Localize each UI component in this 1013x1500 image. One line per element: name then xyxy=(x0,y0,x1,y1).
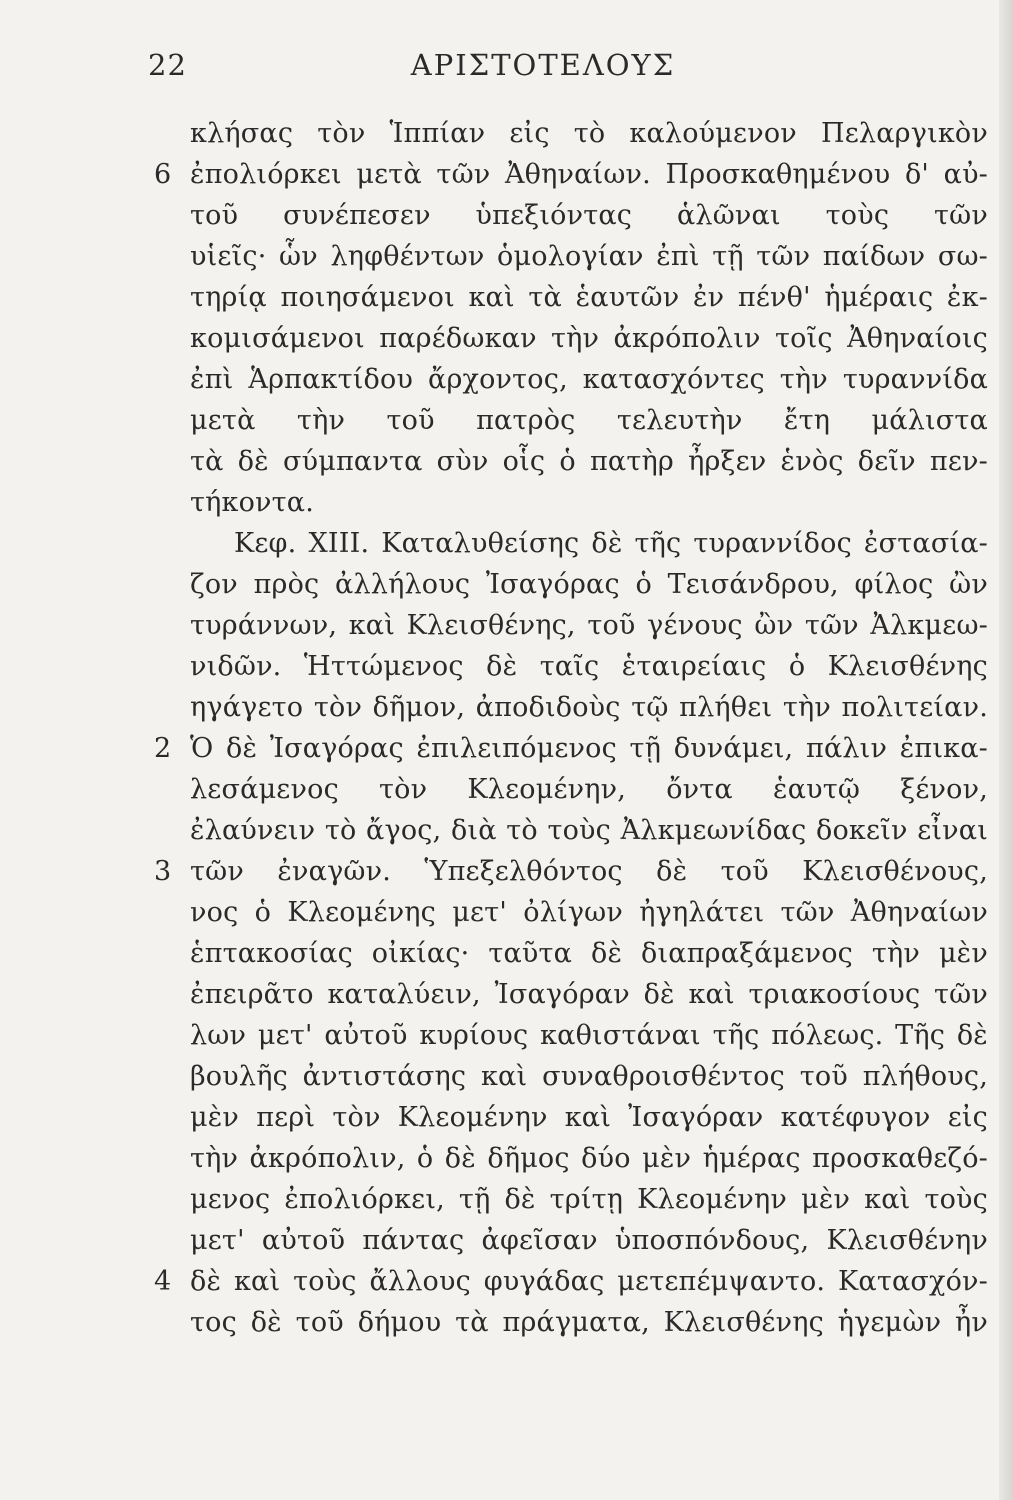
text-line xyxy=(154,728,988,769)
text-line xyxy=(190,523,988,564)
line-text: κομισάμενοι παρέδωκαν τὴν ἀκρόπολιν τοῖς Ἀθηναίοις xyxy=(190,323,988,354)
text-line xyxy=(190,195,988,236)
line-text: Ὁ δὲ Ἰσαγόρας ἐπιλειπόμενος τῇ δυνάμει, πάλιν ἐπικα- xyxy=(190,733,988,764)
page-header xyxy=(148,42,938,88)
margin-section-number: 2 xyxy=(154,733,172,764)
text-line xyxy=(190,687,988,728)
line-text: τήκοντα. xyxy=(190,487,315,518)
line-text: βουλῆς ἀντιστάσης καὶ συναθροισθέντος τοῦ πλήθους, xyxy=(190,1061,988,1092)
line-text: δὲ καὶ τοὺς ἄλλους φυγάδας μετεπέμψαντο. Κατασχόν- xyxy=(190,1266,988,1297)
text-line xyxy=(190,318,988,359)
margin-section-number: 4 xyxy=(154,1266,172,1297)
text-line xyxy=(190,482,988,523)
line-text: λων μετ' αὐτοῦ κυρίους καθιστάναι τῆς πόλεως. Τῆς δὲ xyxy=(190,1020,988,1051)
line-text: τὰ δὲ σύμπαντα σὺν οἷς ὁ πατὴρ ἦρξεν ἑνὸς δεῖν πεν- xyxy=(190,446,988,477)
text-line xyxy=(190,1015,988,1056)
text-line xyxy=(154,1261,988,1302)
text-line xyxy=(190,564,988,605)
text-line xyxy=(190,1220,988,1261)
line-text: μὲν περὶ τὸν Κλεομένην καὶ Ἰσαγόραν κατέφυγον εἰς xyxy=(190,1102,988,1133)
line-text: ζον πρὸς ἀλλήλους Ἰσαγόρας ὁ Τεισάνδρου, φίλος ὢν xyxy=(190,569,988,600)
line-text: μετ' αὐτοῦ πάντας ἀφεῖσαν ὑποσπόνδους, Κλεισθένην xyxy=(190,1225,988,1256)
line-text: ἑπτακοσίας οἰκίας· ταῦτα δὲ διαπραξάμενος τὴν μὲν xyxy=(190,938,988,969)
line-text: υἱεῖς· ὧν ληφθέντων ὁμολογίαν ἐπὶ τῇ τῶν παίδων σω- xyxy=(190,241,988,272)
page-edge xyxy=(999,0,1013,1500)
text-line xyxy=(190,1138,988,1179)
line-text: νιδῶν. Ἡττώμενος δὲ ταῖς ἑταιρείαις ὁ Κλεισθένης xyxy=(190,651,988,682)
text-line xyxy=(190,1056,988,1097)
line-text: τοῦ συνέπεσεν ὑπεξιόντας ἁλῶναι τοὺς τῶν xyxy=(190,200,988,231)
line-text: μετὰ τὴν τοῦ πατρὸς τελευτὴν ἔτη μάλιστα xyxy=(190,405,988,436)
line-text: ἐλαύνειν τὸ ἄγος, διὰ τὸ τοὺς Ἀλκμεωνίδας δοκεῖν εἶναι xyxy=(190,815,988,846)
text-line xyxy=(190,769,988,810)
text-line xyxy=(154,851,988,892)
text-line xyxy=(190,933,988,974)
line-text: κλήσας τὸν Ἱππίαν εἰς τὸ καλούμενον Πελαργικὸν xyxy=(190,118,988,149)
line-text: τηρίᾳ ποιησάμενοι καὶ τὰ ἑαυτῶν ἐν πένθ' ἡμέραις ἐκ- xyxy=(190,282,988,313)
line-text: ηγάγετο τὸν δῆμον, ἀποδιδοὺς τῷ πλήθει τὴν πολιτείαν. xyxy=(190,692,988,723)
line-text: Κεφ. XIII. Καταλυθείσης δὲ τῆς τυραννίδος ἐστασία- xyxy=(234,528,988,559)
line-text: μενος ἐπολιόρκει, τῇ δὲ τρίτῃ Κλεομένην μὲν καὶ τοὺς xyxy=(190,1184,988,1215)
text-line xyxy=(190,277,988,318)
line-text: τὴν ἀκρόπολιν, ὁ δὲ δῆμος δύο μὲν ἡμέρας προσκαθεζό- xyxy=(190,1143,988,1174)
margin-section-number: 6 xyxy=(154,159,172,190)
text-line xyxy=(190,441,988,482)
running-head: ΑΡΙΣΤΟΤΕΛΟΥΣ xyxy=(410,48,676,82)
body-text xyxy=(154,113,988,1343)
text-line xyxy=(190,400,988,441)
page-number: 22 xyxy=(148,48,187,82)
text-line xyxy=(190,1179,988,1220)
text-line xyxy=(154,154,988,195)
line-text: τος δὲ τοῦ δήμου τὰ πράγματα, Κλεισθένης ἡγεμὼν ἦν xyxy=(190,1307,988,1338)
text-line xyxy=(190,1097,988,1138)
text-line xyxy=(190,236,988,277)
text-line xyxy=(190,892,988,933)
line-text: ἐπειρᾶτο καταλύειν, Ἰσαγόραν δὲ καὶ τριακοσίους τῶν xyxy=(190,979,988,1010)
text-line xyxy=(190,1302,988,1343)
line-text: λεσάμενος τὸν Κλεομένην, ὄντα ἑαυτῷ ξένον, xyxy=(190,774,988,805)
text-line xyxy=(190,359,988,400)
text-line xyxy=(190,646,988,687)
line-text: ἐπὶ Ἁρπακτίδου ἄρχοντος, κατασχόντες τὴν τυραννίδα xyxy=(190,364,988,395)
line-text: τῶν ἐναγῶν. Ὑπεξελθόντος δὲ τοῦ Κλεισθένους, xyxy=(190,856,988,887)
margin-section-number: 3 xyxy=(154,856,172,887)
text-line xyxy=(190,974,988,1015)
text-line xyxy=(190,605,988,646)
line-text: νος ὁ Κλεομένης μετ' ὀλίγων ἠγηλάτει τῶν Ἀθηναίων xyxy=(190,897,988,928)
text-line xyxy=(190,113,988,154)
line-text: τυράννων, καὶ Κλεισθένης, τοῦ γένους ὢν τῶν Ἀλκμεω- xyxy=(190,610,988,641)
text-line xyxy=(190,810,988,851)
line-text: ἐπολιόρκει μετὰ τῶν Ἀθηναίων. Προσκαθημένου δ' αὐ- xyxy=(190,159,988,190)
